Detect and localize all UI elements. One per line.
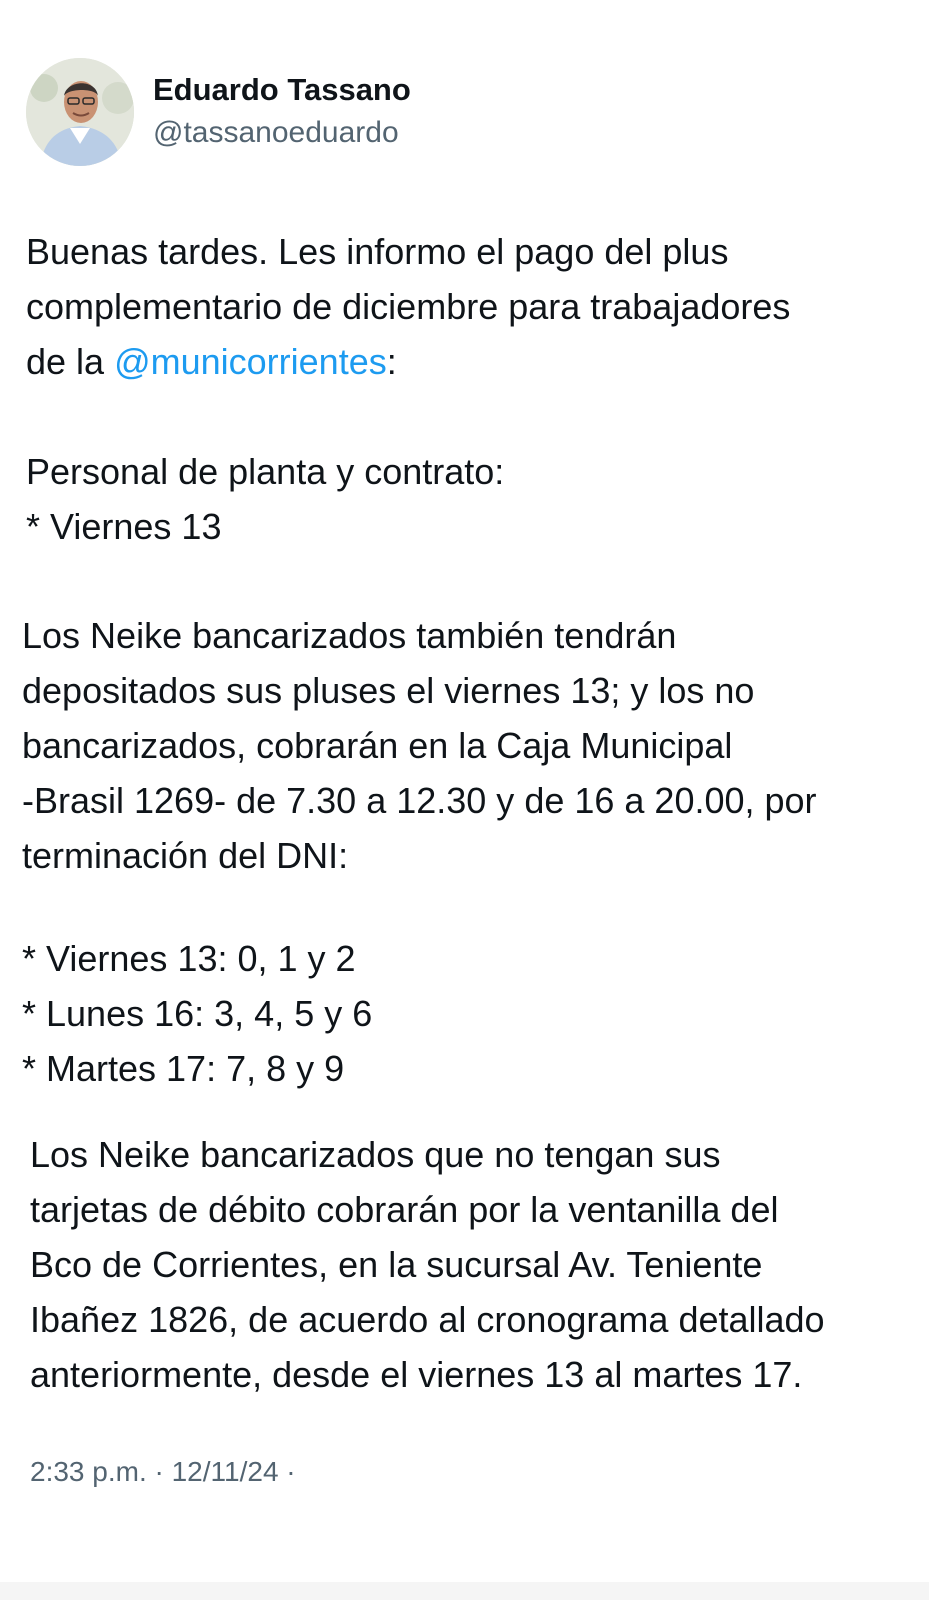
text-line: Bco de Corrientes, en la sucursal Av. Teniente: [30, 1244, 763, 1285]
tweet-header: [26, 58, 411, 166]
tweet-section-bank: [30, 1127, 920, 1402]
tweet-timestamp[interactable]: 2:33 p.m. · 12/11/24 ·: [30, 1456, 296, 1487]
user-handle[interactable]: @tassanoeduardo: [153, 116, 399, 149]
display-name[interactable]: Eduardo Tassano: [153, 72, 411, 107]
avatar[interactable]: [26, 58, 134, 166]
tweet-schedule: [22, 931, 912, 1096]
text-line: Los Neike bancarizados también tendrán: [22, 615, 677, 656]
tweet-intro: [26, 224, 916, 389]
profile-photo-icon: [26, 58, 134, 166]
text-line: Los Neike bancarizados que no tengan sus: [30, 1134, 721, 1175]
schedule-item: * Lunes 16: 3, 4, 5 y 6: [22, 993, 373, 1034]
text-line: Buenas tardes. Les informo el pago del plus: [26, 231, 729, 272]
text-fragment: de la: [26, 341, 115, 382]
tweet-section-neike: [22, 608, 912, 883]
tweet-section-staff: [26, 444, 916, 554]
schedule-item: * Martes 17: 7, 8 y 9: [22, 1048, 345, 1089]
text-line: [26, 334, 916, 389]
text-fragment: :: [386, 341, 397, 382]
text-line: * Viernes 13: [26, 506, 222, 547]
text-line: tarjetas de débito cobrarán por la ventanilla del: [30, 1189, 779, 1230]
text-line: Ibañez 1826, de acuerdo al cronograma detallado: [30, 1299, 825, 1340]
schedule-item: * Viernes 13: 0, 1 y 2: [22, 938, 356, 979]
text-line: terminación del DNI:: [22, 835, 349, 876]
text-line: -Brasil 1269- de 7.30 a 12.30 y de 16 a 20.00, por: [22, 780, 817, 821]
author-names: [153, 71, 411, 153]
mention-link[interactable]: @municorrientes: [114, 341, 387, 382]
text-line: bancarizados, cobrarán en la Caja Municipal: [22, 725, 733, 766]
divider: [0, 1582, 929, 1600]
text-line: complementario de diciembre para trabajadores: [26, 286, 791, 327]
text-line: depositados sus pluses el viernes 13; y los no: [22, 670, 755, 711]
text-line: anteriormente, desde el viernes 13 al martes 17.: [30, 1354, 803, 1395]
text-line: Personal de planta y contrato:: [26, 451, 505, 492]
